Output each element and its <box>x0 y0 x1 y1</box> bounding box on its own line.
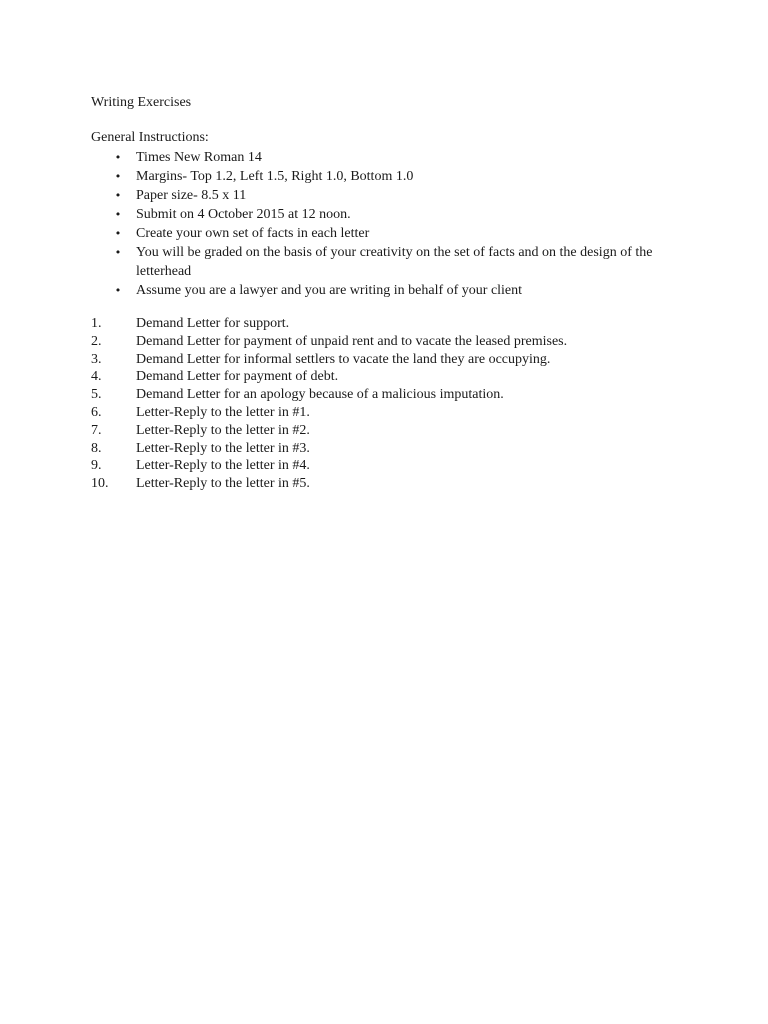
exercise-number: 4. <box>91 369 102 385</box>
exercise-item <box>91 404 691 422</box>
exercise-number: 9. <box>91 458 102 474</box>
exercise-number: 3. <box>91 351 102 367</box>
document-title: Writing Exercises <box>91 95 192 110</box>
exercise-item <box>91 422 691 440</box>
instructions-heading: General Instructions: <box>91 130 209 145</box>
instruction-text: You will be graded on the basis of your creativity on the set of facts and on the design of the letterhead <box>136 245 653 279</box>
instructions-list <box>91 148 691 300</box>
bullet-icon: • <box>114 170 122 183</box>
bullet-icon: • <box>114 208 122 221</box>
instruction-item <box>91 281 691 300</box>
instruction-item <box>91 167 691 186</box>
exercise-item <box>91 368 691 386</box>
instruction-text: Times New Roman 14 <box>136 150 262 165</box>
instruction-item <box>91 148 691 167</box>
exercise-item <box>91 457 691 475</box>
bullet-icon: • <box>114 284 122 297</box>
instruction-item <box>91 186 691 205</box>
exercise-number: 8. <box>91 440 102 456</box>
exercise-item <box>91 351 691 369</box>
exercise-text: Demand Letter for payment of debt. <box>136 369 339 385</box>
bullet-icon: • <box>114 189 122 202</box>
instruction-text: Submit on 4 October 2015 at 12 noon. <box>136 207 351 222</box>
exercise-text: Letter-Reply to the letter in #2. <box>136 422 310 438</box>
instruction-text: Create your own set of facts in each letter <box>136 226 370 241</box>
exercise-text: Demand Letter for payment of unpaid rent and to vacate the leased premises. <box>136 333 568 349</box>
instruction-item <box>91 243 691 281</box>
exercise-number: 7. <box>91 422 102 438</box>
exercise-number: 2. <box>91 333 102 349</box>
exercise-item <box>91 315 691 333</box>
bullet-icon: • <box>114 151 122 164</box>
exercise-text: Demand Letter for informal settlers to vacate the land they are occupying. <box>136 351 551 367</box>
exercise-item <box>91 333 691 351</box>
exercise-number: 10. <box>91 476 109 492</box>
instruction-item <box>91 224 691 243</box>
instruction-item <box>91 205 691 224</box>
exercise-item <box>91 386 691 404</box>
bullet-icon: • <box>114 246 122 259</box>
exercise-number: 1. <box>91 316 102 331</box>
instruction-text: Assume you are a lawyer and you are writing in behalf of your client <box>136 283 523 298</box>
exercise-item <box>91 475 691 493</box>
exercise-text: Letter-Reply to the letter in #4. <box>136 458 310 474</box>
exercise-item <box>91 440 691 458</box>
exercise-number: 5. <box>91 387 102 403</box>
bullet-icon: • <box>114 227 122 240</box>
instruction-text: Paper size- 8.5 x 11 <box>136 188 247 203</box>
exercise-number: 6. <box>91 404 102 420</box>
exercise-list <box>91 315 691 493</box>
exercise-text: Letter-Reply to the letter in #3. <box>136 440 310 456</box>
exercise-text: Demand Letter for support. <box>136 316 290 331</box>
exercise-text: Letter-Reply to the letter in #1. <box>136 404 310 420</box>
instruction-text: Margins- Top 1.2, Left 1.5, Right 1.0, Bottom 1.0 <box>136 169 414 184</box>
exercise-text: Letter-Reply to the letter in #5. <box>136 476 310 492</box>
exercise-text: Demand Letter for an apology because of a malicious imputation. <box>136 387 504 403</box>
